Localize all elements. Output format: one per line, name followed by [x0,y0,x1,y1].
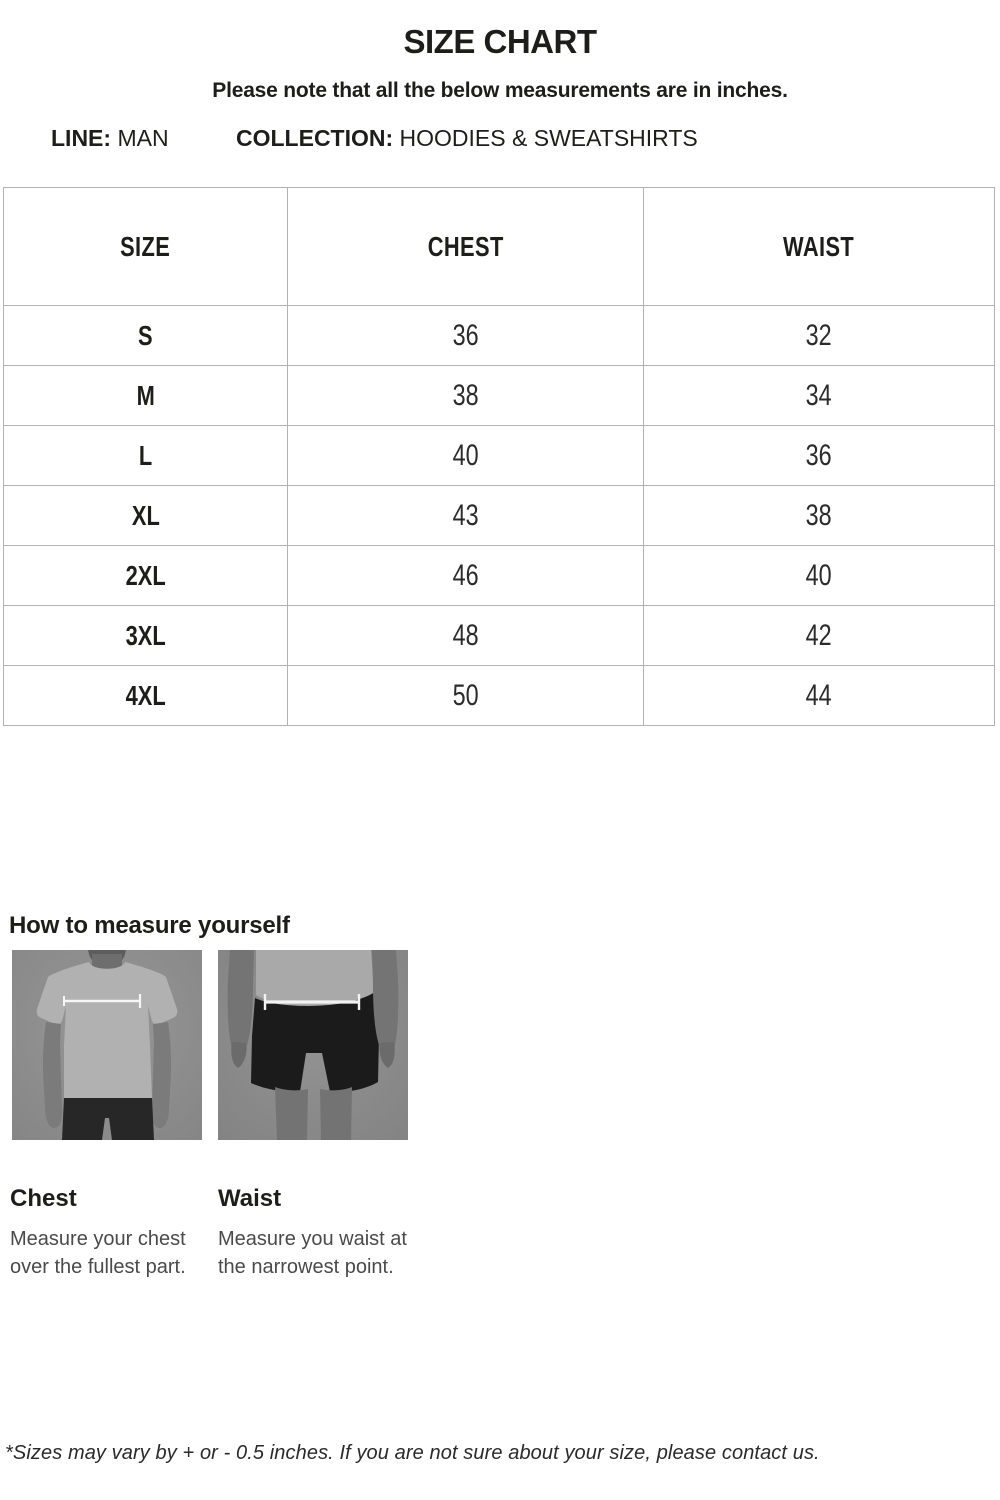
line-meta [51,123,169,153]
chest-cell: 48 [288,606,644,666]
chest-measurement-photo [12,950,202,1140]
waist-cell: 44 [644,666,995,726]
measure-guide-heading: How to measure yourself [9,911,290,939]
waist-cell: 32 [644,306,995,366]
table-row [4,306,995,366]
table-row [4,606,995,666]
size-cell: XL [4,486,288,546]
table-row [4,546,995,606]
size-table [3,187,995,726]
waist-cell: 40 [644,546,995,606]
size-variance-footnote: *Sizes may vary by + or - 0.5 inches. If you are not sure about your size, please contact us. [5,1442,820,1464]
page-title: SIZE CHART [403,23,597,61]
table-row [4,666,995,726]
collection-meta [236,123,698,153]
measurement-note: Please note that all the below measurements are in inches. [212,79,788,102]
size-cell: M [4,366,288,426]
chest-cell: 46 [288,546,644,606]
waist-measurement-photo [218,950,408,1140]
line-value: MAN [117,125,169,151]
table-row [4,426,995,486]
chest-cell: 50 [288,666,644,726]
chest-title: Chest [10,1185,77,1212]
table-header-row [4,188,995,306]
table-row [4,486,995,546]
chest-cell: 38 [288,366,644,426]
collection-label: COLLECTION: [236,125,394,151]
chest-cell: 40 [288,426,644,486]
waist-cell: 42 [644,606,995,666]
line-label: LINE: [51,125,112,151]
chest-cell: 36 [288,306,644,366]
waist-cell: 36 [644,426,995,486]
size-cell: S [4,306,288,366]
table-row [4,366,995,426]
chest-description: Measure your chest over the fullest part. [10,1228,186,1278]
waist-description: Measure you waist at the narrowest point. [218,1228,407,1278]
size-cell: 3XL [4,606,288,666]
size-cell: 2XL [4,546,288,606]
collection-value: HOODIES & SWEATSHIRTS [399,125,698,151]
waist-cell: 38 [644,486,995,546]
column-header-waist: WAIST [644,188,995,306]
column-header-chest: CHEST [288,188,644,306]
column-header-size: SIZE [4,188,288,306]
chest-cell: 43 [288,486,644,546]
size-cell: L [4,426,288,486]
waist-cell: 34 [644,366,995,426]
size-cell: 4XL [4,666,288,726]
waist-title: Waist [218,1185,282,1212]
